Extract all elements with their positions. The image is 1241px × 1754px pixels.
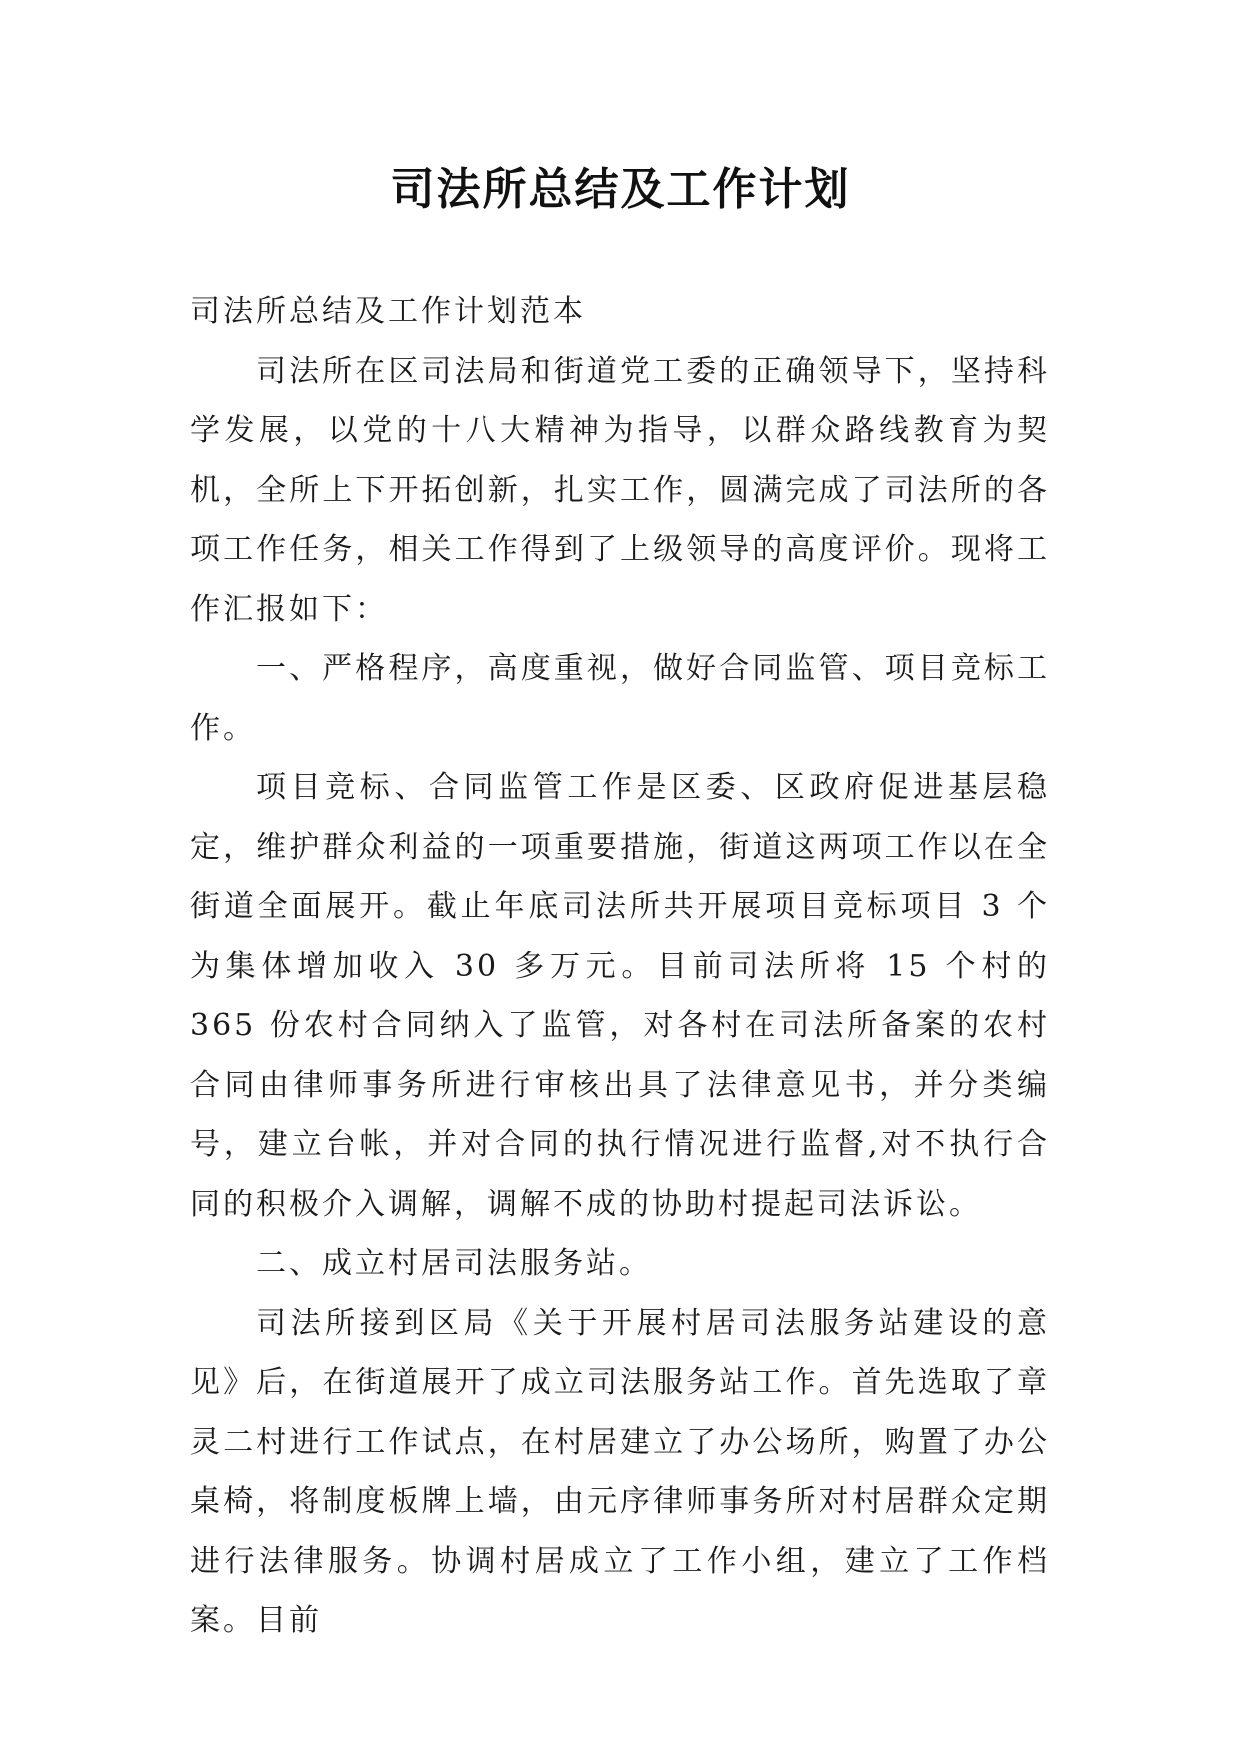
paragraph-contract-supervision: 项目竞标、合同监管工作是区委、区政府促进基层稳定，维护群众利益的一项重要措施，街道这两项工作以在全街道全面展开。截止年底司法所共开展项目竞标项目 3 个为集体增加收入 30 多万元。目前司法所将 15 个村的 365 份农村合同纳入了监管，对各村在司法所备案的农村合同由律师事务所进行审核出具了法律意见书，并分类编号，建立台帐，并对合同的执行情况进行监督,对不执行合同的积极介入调解，调解不成的协助村提起司法诉讼。: [190, 770, 1050, 1222]
document-title: 司法所总结及工作计划: [390, 164, 851, 215]
paragraph-intro: 司法所在区司法局和街道党工委的正确领导下，坚持科学发展，以党的十八大精神为指导，以群众路线教育为契机，全所上下开拓创新，扎实工作，圆满完成了司法所的各项工作任务，相关工作得到了上级领导的高度评价。现将工作汇报如下：: [190, 353, 1050, 627]
paragraph-service-station: 司法所接到区局《关于开展村居司法服务站建设的意见》后，在街道展开了成立司法服务站工作。首先选取了章灵二村进行工作试点，在村居建立了办公场所，购置了办公桌椅，将制度板牌上墙，由元序律师事务所对村居群众定期进行法律服务。协调村居成立了工作小组，建立了工作档案。目前: [190, 1305, 1050, 1638]
section-heading-1: 一、严格程序，高度重视，做好合同监管、项目竞标工作。: [190, 651, 1050, 746]
document-body: [190, 282, 1050, 1651]
document-subtitle: 司法所总结及工作计划范本: [190, 294, 586, 329]
section-heading-2: 二、成立村居司法服务站。: [256, 1246, 652, 1281]
